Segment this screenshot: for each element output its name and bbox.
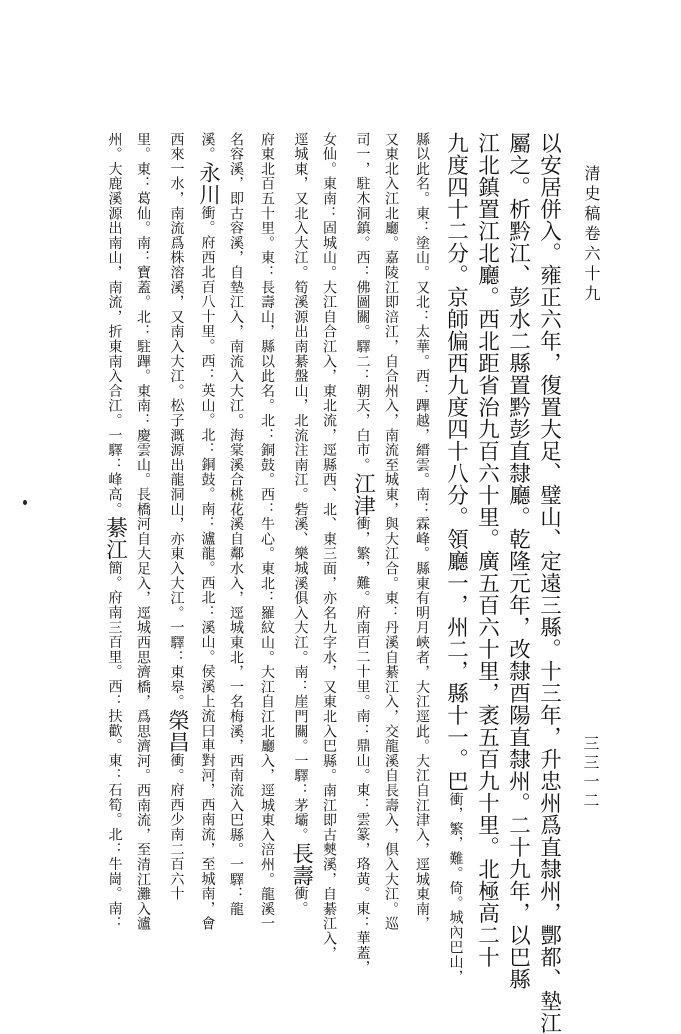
main-text-segment: 長壽	[288, 842, 314, 887]
text-column	[104, 132, 126, 988]
annotation-text-segment: 里。東：葛仙。南：寶蓋。北：駐蹕。東南：慶雲山。長橋河自大足入，逕城西思濟橋，爲思濟河。西南流，至清江灘入瀘	[135, 132, 151, 932]
main-text-segment: 江北鎮置江北廳。西北距省治九百六十里。廣五百六十里，袤五百九十里。北極高二十	[474, 132, 500, 968]
ink-speck	[23, 500, 27, 505]
main-text-segment: 九度四十二分。京師偏西九度四十八分。領廳一，州二，縣十一。	[443, 132, 469, 770]
annotation-text-segment: 又東北入江北廳。嘉陵江即涪江，自合州入，南流至城東，與大江合。東：丹溪自綦江入，交龍溪自長壽入，俱入大江。巡	[383, 132, 399, 932]
annotation-text-segment: 府東北百五十里。東：長壽山，縣以此名。北：銅鼓。西：牛心。東北：羅紋山。大江自江北廳入，逕城東入涪州。龍溪一	[259, 132, 275, 932]
text-column	[259, 132, 275, 988]
annotation-text-segment: 衝。府西少南二百六十	[168, 753, 185, 902]
annotation-text-segment: 西來一水，南流爲株溶溪，又南入大江。松子溉源出龍洞山，亦東入大江。一驛：東皋。	[168, 132, 185, 710]
annotation-text-segment: 溪。	[199, 132, 216, 162]
annotation-text-segment: 州。大鹿溪源出南山，南流，折東南入合江。一驛：峰高。	[106, 132, 123, 517]
main-text-segment: 江津	[350, 472, 376, 517]
text-column	[290, 132, 312, 988]
text-column	[166, 132, 188, 988]
text-column	[445, 132, 467, 988]
main-text-segment: 永川	[195, 161, 221, 206]
text-column	[135, 132, 151, 988]
main-text-segment: 以安居併入。雍正六年，復置大足、璧山、定遠三縣。十三年，升忠州爲直隸州，酆都、墊江	[536, 132, 562, 1034]
text-column	[352, 132, 374, 988]
annotation-text-segment: 女仙。東南：固城山。大江自合江入，東北流，逕縣西、北、東三面，亦名九字水，又東北入巴縣。南江即古僰溪，自綦江入，	[321, 132, 337, 961]
page-number: 三三一二	[581, 735, 600, 811]
main-text-segment: 榮昌	[164, 709, 190, 754]
text-column	[536, 132, 562, 1034]
annotation-text-segment: 司一，駐木洞鎮。西：佛圖關。驛二：朝天，白市。	[354, 132, 371, 473]
running-head-title: 清史稿卷六十九	[582, 165, 601, 305]
annotation-text-segment: 衝。府西北百八十里。西：英山。北：銅鼓。南：瀘龍。西北：溪山。侯溪上流曰車對河，西南流，至城南，會	[199, 205, 216, 931]
annotation-text-segment: 衝，繁，難。倚。城內巴山，	[447, 792, 464, 985]
annotation-text-segment: 逕城東，又北入大江。筍溪源出南綦盤山，北流注南江。砦溪、樂城溪俱入大江。南：崖門關。一驛：茅壩。	[292, 132, 309, 843]
text-column	[383, 132, 399, 988]
text-column	[228, 132, 244, 988]
text-column	[476, 132, 498, 988]
annotation-text-segment: 衝。	[292, 886, 309, 917]
annotation-text-segment: 簡。府南三百里。西：扶歡。東：石筍。北：牛崗。南：	[106, 560, 123, 931]
annotation-text-segment: 縣以此名。東：塗山。又北：太華。西：蹕越，縉雲。南：霖峰。縣東有明月峽者，大江逕此。大江自江津入，逕城東南，	[414, 132, 430, 932]
text-column	[414, 132, 430, 988]
text-column	[321, 132, 337, 988]
main-text-segment: 屬之。析黔江、彭水二縣置黔彭直隸廳。乾隆元年，改隸酉陽直隸州。二十九年，以巴縣	[505, 132, 531, 990]
annotation-text-segment: 名容溪，即古容溪，自墊江入，南流入大江。海棠溪合桃花溪自鄰水入，逕城東北，一名梅溪，西南流入巴縣。一驛：龍	[228, 132, 244, 917]
annotation-text-segment: 衝，繁，難。府南百二十里。南：鼎山。東：雲篆，珞黃。東：華蓋，	[354, 516, 371, 976]
main-text-segment: 綦江	[102, 516, 128, 561]
text-column	[197, 132, 219, 988]
main-text-segment: 巴	[443, 770, 469, 792]
text-column	[507, 132, 529, 988]
